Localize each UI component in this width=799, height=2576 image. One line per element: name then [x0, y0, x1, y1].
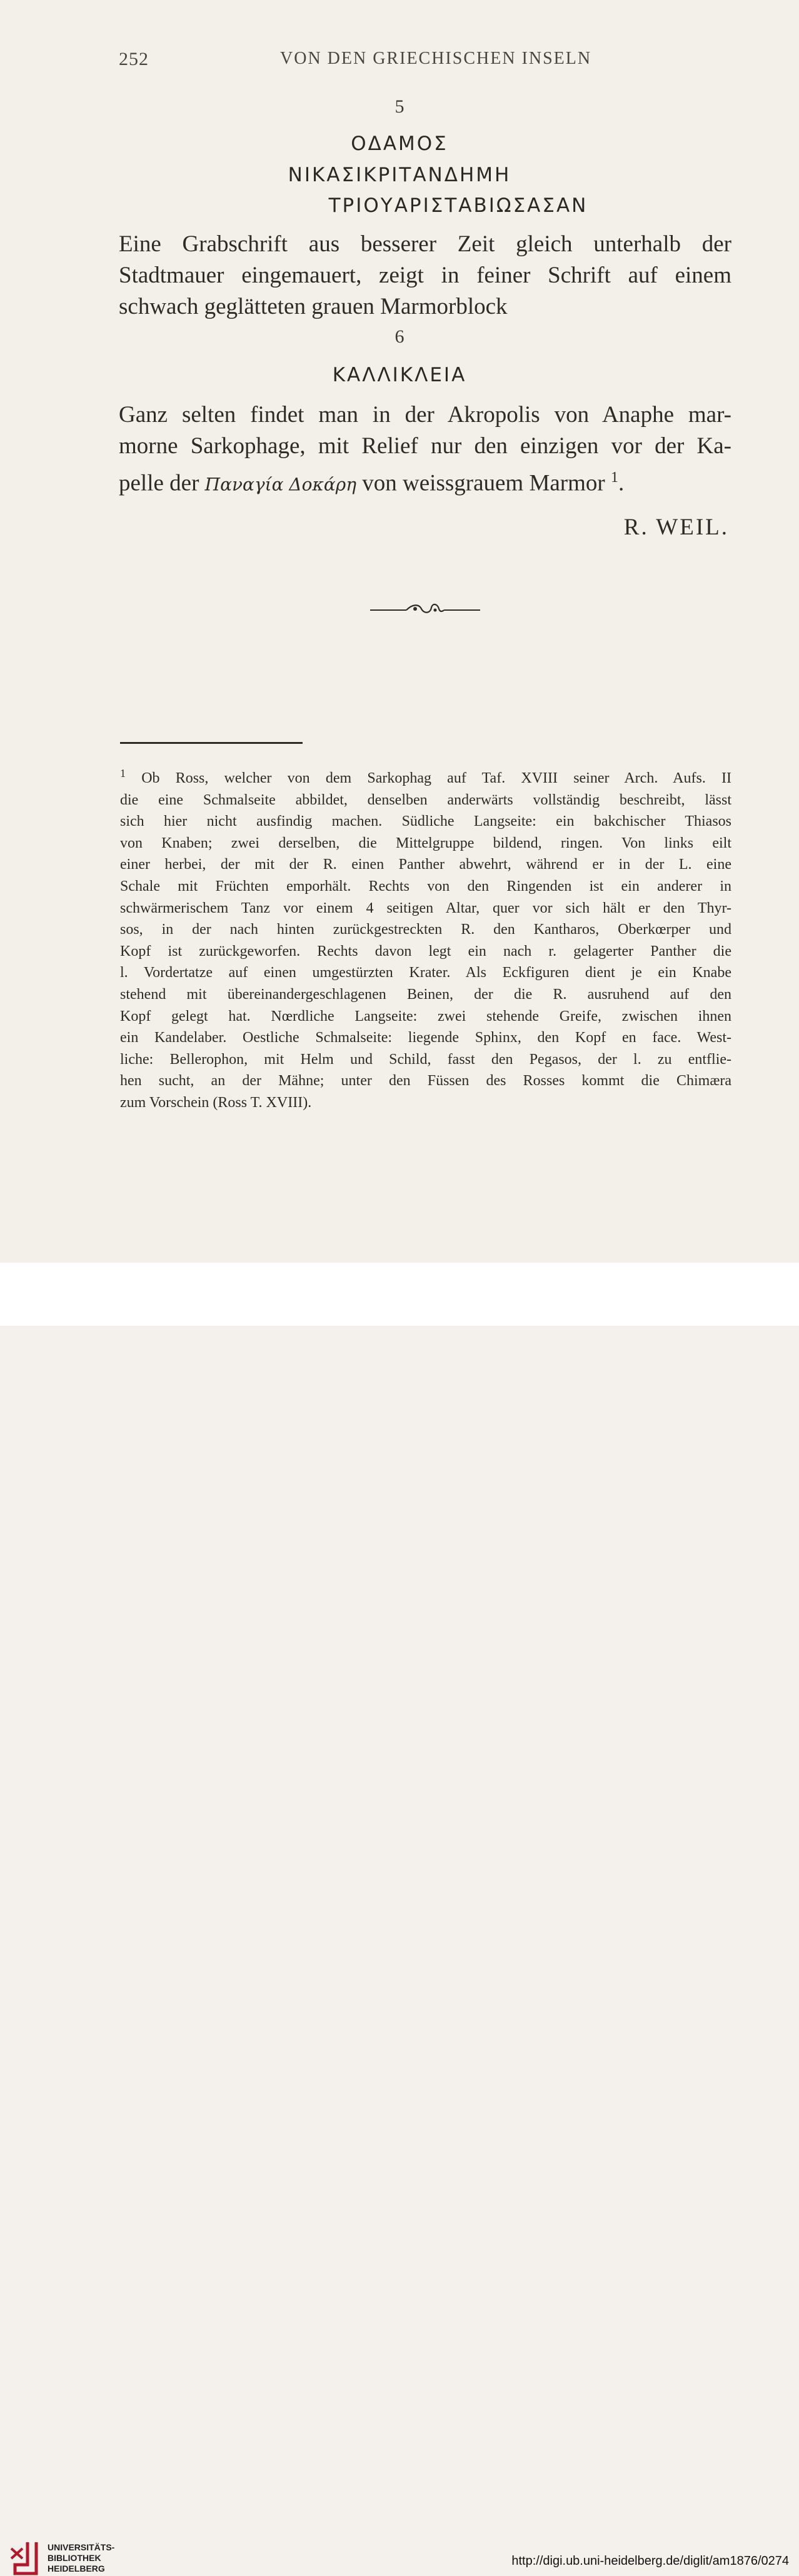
paragraph-grabschrift — [119, 229, 731, 323]
text-fragment: pelle der — [119, 470, 199, 496]
footnote-line: von Knaben; zwei derselben, die Mittelgruppe bildend, ringen. Von links eilt — [120, 834, 731, 851]
text-line: morne Sarkophage, mit Relief nur den einzigen vor der Ka- — [119, 433, 731, 459]
inscription-6-number: 6 — [394, 326, 405, 347]
footnote-text: Ob Ross, welcher von dem Sarkophag auf Taf. XVIII seiner Arch. Aufs. II — [141, 770, 732, 786]
inscription-5-line-1: ΟΔΑΜΟΣ — [351, 133, 448, 155]
library-name-line: BIBLIOTHEK — [48, 2553, 101, 2563]
text-line: Ganz selten findet man in der Akropolis von Anaphe mar- — [119, 402, 731, 428]
viewer-footer — [0, 1263, 799, 2573]
footnote-line: schwärmerischem Tanz vor einem 4 seitigen Altar, quer vor sich hält er den Thyr- — [120, 900, 731, 916]
inscription-6-line: ΚΑΛΛΙΚΛΕΙΑ — [332, 364, 467, 386]
footnote-line: zum Vorschein (Ross T. XVIII). — [120, 1094, 312, 1111]
footnote-line: ein Kandelaber. Oestliche Schmalseite: liegende Sphinx, den Kopf en face. West- — [120, 1030, 731, 1046]
footnote-line: Kopf gelegt hat. Nœrdliche Langseite: zwei stehende Greife, zwischen ihnen — [120, 1008, 731, 1025]
footnote-line: einer herbei, der mit der R. einen Panther abwehrt, während er in der L. eine — [120, 856, 731, 873]
paragraph-sarkophage — [119, 399, 731, 500]
footnote-line: sich hier nicht ausfindig machen. Südliche Langseite: ein bakchischer Thiasos — [120, 813, 731, 830]
inscription-5-line-3: ΤΡΙΟΥΑΡΙΣΤΑΒΙΩΣΑΣΑΝ — [328, 194, 588, 217]
footnote-separator-rule — [120, 742, 303, 744]
text-fragment: . — [618, 470, 625, 496]
footnote-marker: 1 — [120, 767, 126, 779]
running-head: VON DEN GRIECHISCHEN INSELN — [280, 49, 592, 68]
text-line — [119, 462, 731, 500]
page-number: 252 — [119, 49, 149, 69]
text-line: schwach geglätteten grauen Marmorblock — [119, 294, 508, 319]
library-name — [48, 2542, 114, 2574]
author-signature: R. WEIL. — [623, 514, 729, 540]
ornament-divider-icon — [369, 599, 481, 618]
inscription-5-number: 5 — [394, 96, 405, 117]
footnote-line: Schale mit Früchten emporhält. Rechts von den Ringenden ist ein anderer in — [120, 878, 731, 895]
page-header — [0, 49, 799, 74]
footnote — [120, 763, 731, 1114]
footnote-line — [120, 763, 731, 789]
library-logo-icon — [9, 2540, 41, 2576]
footnote-line: l. Vordertatze auf einen umgestürzten Krater. Als Eckfiguren dient je ein Knabe — [120, 965, 731, 981]
footnote-line: Kopf ist zurückgeworfen. Rechts davon legt ein nach r. gelagerter Panther die — [120, 943, 731, 960]
footnote-line: die eine Schmalseite abbildet, denselben anderwärts vollständig beschreibt, lässt — [120, 791, 731, 808]
footnote-line: stehend mit übereinandergeschlagenen Beinen, der die R. ausruhend auf den — [120, 986, 731, 1003]
scanned-page — [0, 0, 799, 1263]
footnote-line: liche: Bellerophon, mit Helm und Schild, fasst den Pegasos, der l. zu entflie- — [120, 1051, 731, 1068]
greek-church-name: Παναγία Δοκάρη — [204, 474, 357, 495]
text-line: Stadtmauer eingemauert, zeigt in feiner Schrift auf einem — [119, 263, 731, 288]
text-fragment: von weissgrauem Marmor — [362, 470, 605, 496]
library-name-line: HEIDELBERG — [48, 2563, 105, 2573]
text-line: Eine Grabschrift aus besserer Zeit gleich unterhalb der — [119, 231, 731, 257]
inscription-5-line-2: ΝΙΚΑΣΙΚΡΙΤΑΝΔΗΜΗ — [288, 164, 511, 186]
footnote-reference: 1 — [610, 469, 618, 486]
permalink-link[interactable]: http://digi.ub.uni-heidelberg.de/diglit/am1876/0274 — [511, 2554, 789, 2568]
footnote-line: hen sucht, an der Mähne; unter den Füssen des Rosses kommt die Chimæra — [120, 1073, 731, 1090]
library-name-line: UNIVERSITÄTS- — [48, 2542, 115, 2552]
footnote-line: sos, in der nach hinten zurückgestreckten R. den Kantharos, Oberkœrper und — [120, 921, 731, 938]
